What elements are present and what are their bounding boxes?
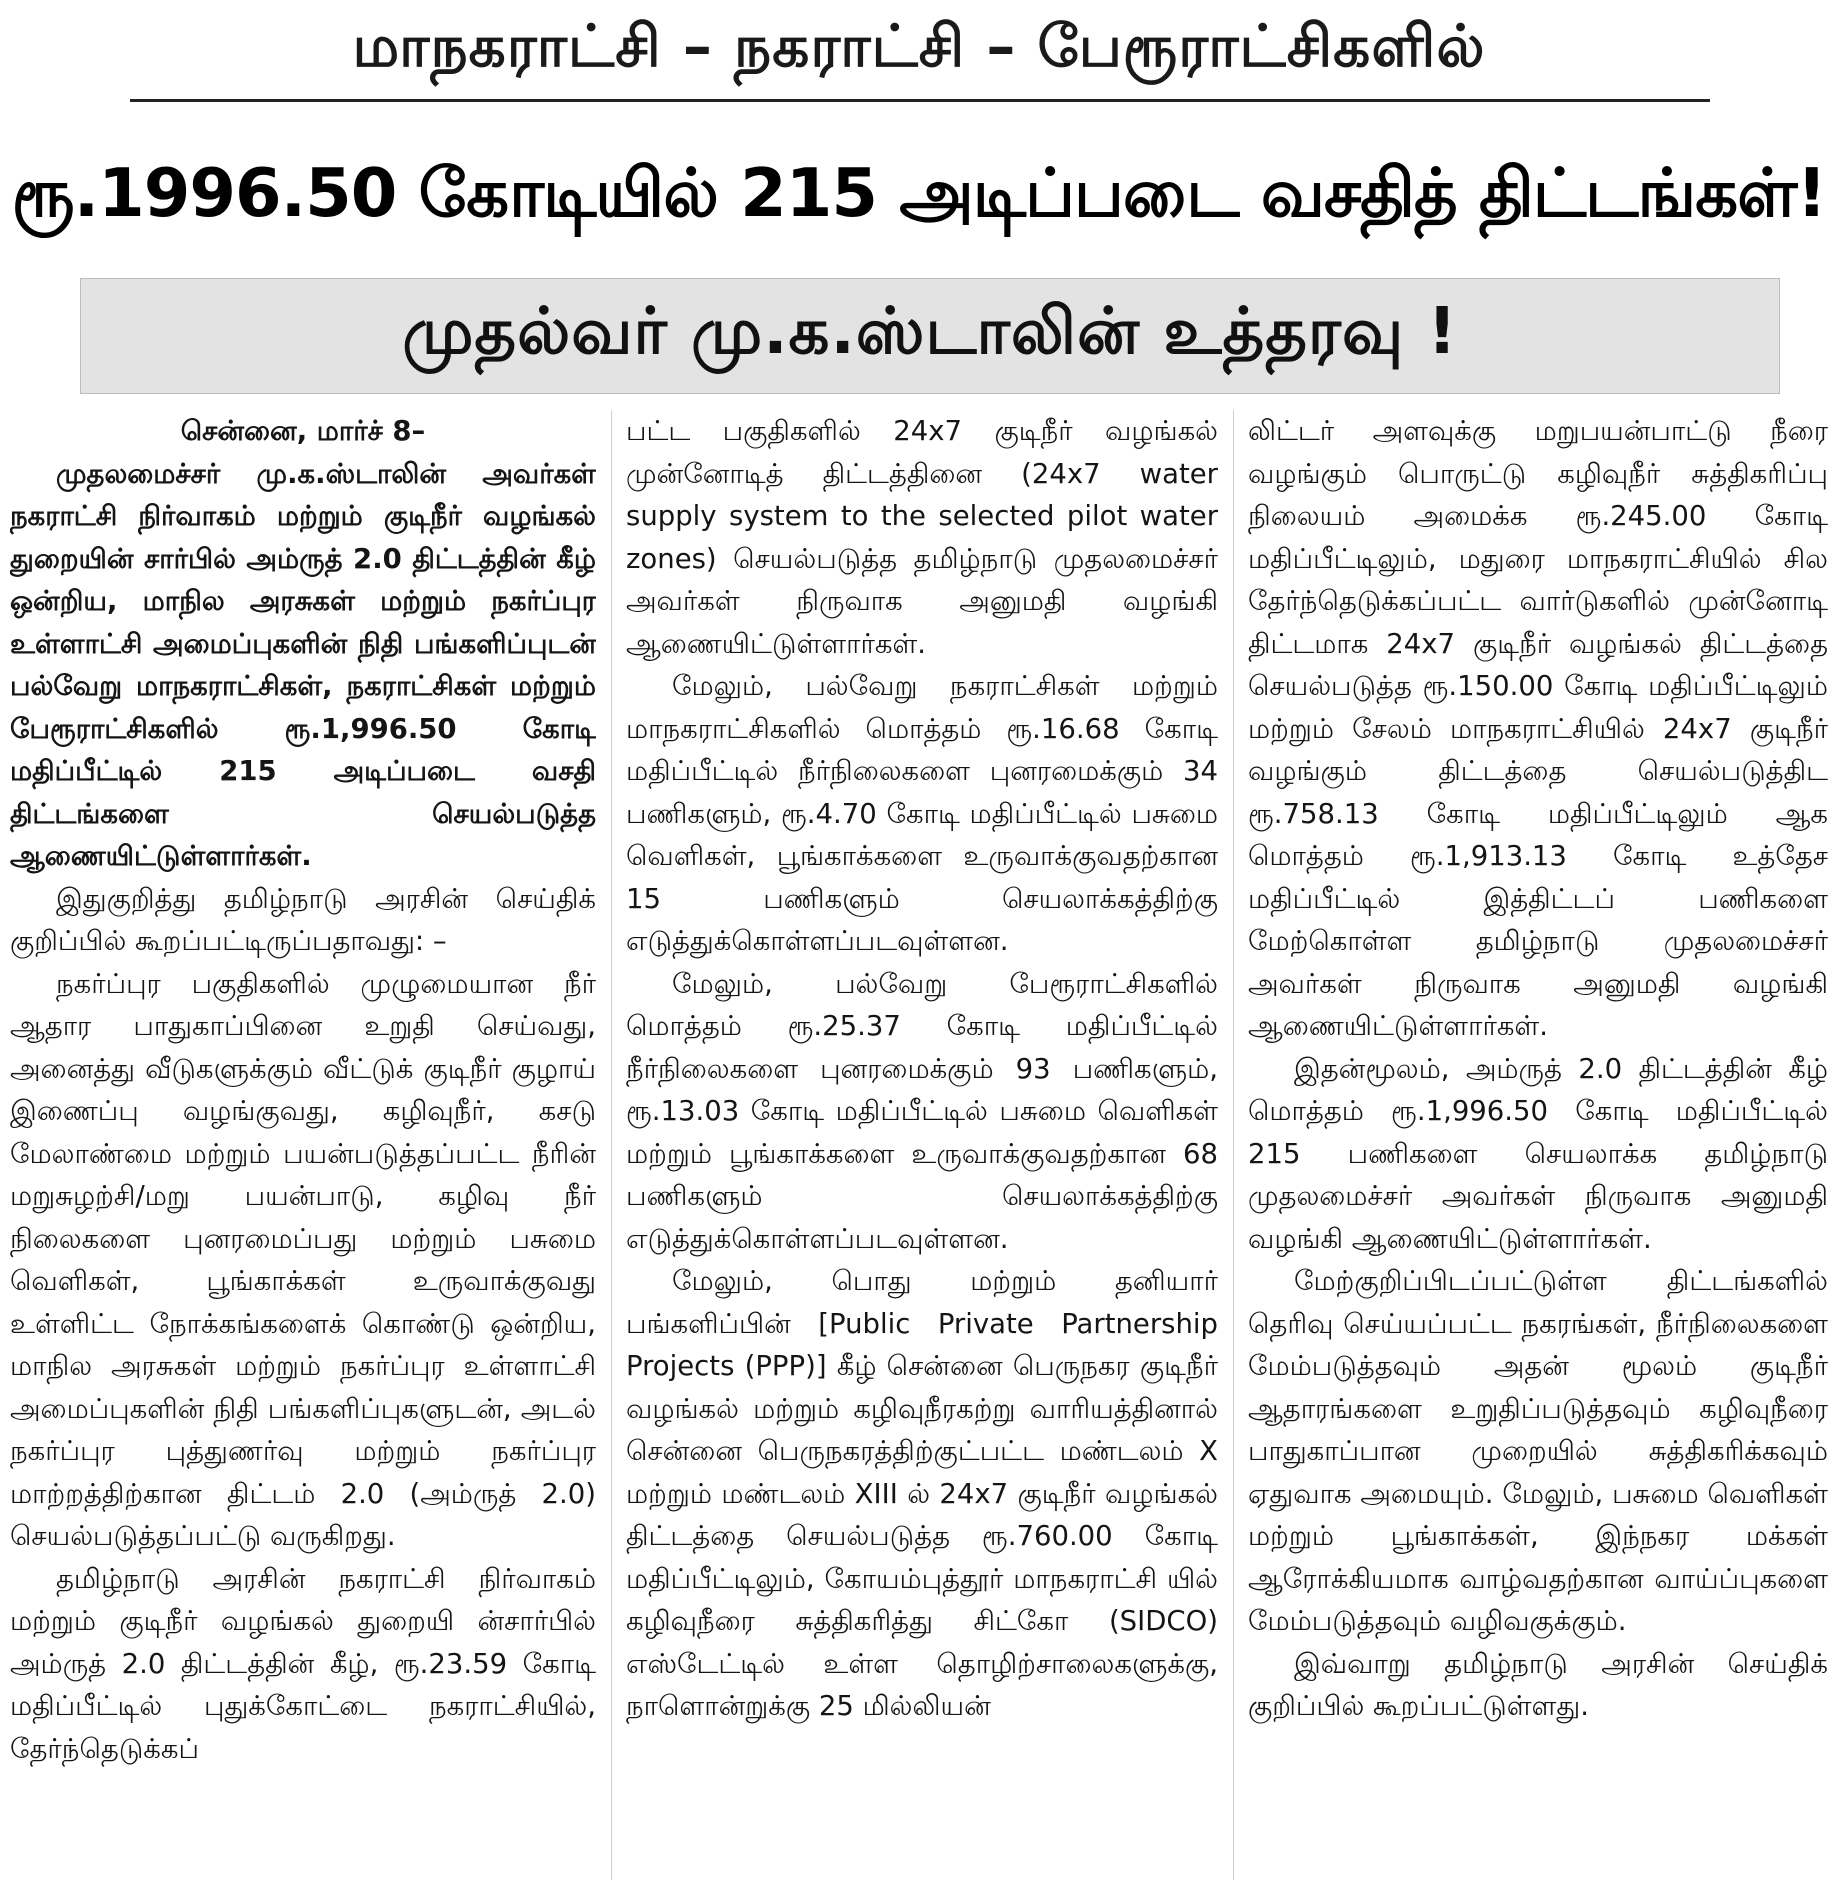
dateline: சென்னை, மார்ச் 8– (180, 415, 426, 447)
paragraph: முதலமைச்சர் மு.க.ஸ்டாலின் அவர்கள் நகராட்சி நிர்வாகம் மற்றும் குடிநீர் வழங்கல் துறையின் சார்பில் அம்ருத் 2.0 திட்டத்தின் கீழ் ஒன்றிய, மாநில அரசுகள் மற்றும் நகர்ப்புர உள்ளாட்சி அமைப்புகளின் நிதி பங்களிப்புடன் பல்வேறு மாநகராட்சிகள், நகராட்சிகள் மற்றும் பேரூராட்சிகளில் ரூ.1,996.50 கோடி மதிப்பீட்டில் 215 அடிப்படை வசதி திட்டங்களை செயல்படுத்த ஆணையிட்டுள்ளார்கள். (10, 457, 596, 872)
paragraph: இவ்வாறு தமிழ்நாடு அரசின் செய்திக் குறிப்பில் கூறப்பட்டுள்ளது. (1248, 1647, 1828, 1722)
paragraph: மேலும், பல்வேறு நகராட்சிகள் மற்றும் மாநகராட்சிகளில் மொத்தம் ரூ.16.68 கோடி மதிப்பீட்டில் நீர்நிலைகளை புனரமைக்கும் 34 பணிகளும், ரூ.4.70 கோடி மதிப்பீட்டில் பசுமை வெளிகள், பூங்காக்களை உருவாக்குவதற்கான 15 பணிகளும் செயலாக்கத்திற்கு எடுத்துக்கொள்ளப்படவுள்ளன. (626, 670, 1218, 957)
paragraph: மேலும், பொது மற்றும் தனியார் பங்களிப்பின் [Public Private Partnership Projects (PPP)] கீழ் சென்னை பெருநகர குடிநீர் வழங்கல் மற்றும் கழிவுநீரகற்று வாரியத்தினால் சென்னை பெருநகரத்திற்குட்பட்ட மண்டலம் X மற்றும் மண்டலம் XIII ல் 24x7 குடிநீர் வழங்கல் திட்டத்தை செயல்படுத்த ரூ.760.00 கோடி மதிப்பீட்டிலும், கோயம்புத்தூர் மாநகராட்சி யில் கழிவுநீரை சுத்திகரித்து சிட்கோ (SIDCO) எஸ்டேட்டில் உள்ள தொழிற்சாலைகளுக்கு, நாளொன்றுக்கு 25 மில்லியன் (626, 1265, 1218, 1722)
main-headline: ரூ.1996.50 கோடியில் 215 அடிப்படை வசதித் திட்டங்கள்! (11, 153, 1827, 232)
article-column-3 (1248, 410, 1828, 1880)
kicker-underline (130, 99, 1710, 102)
paragraph: தமிழ்நாடு அரசின் நகராட்சி நிர்வாகம் மற்றும் குடிநீர் வழங்கல் துறையி ன்சார்பில் அம்ருத் 2.0 திட்டத்தின் கீழ், ரூ.23.59 கோடி மதிப்பீட்டில் புதுக்கோட்டை நகராட்சியில், தேர்ந்தெடுக்கப் (10, 1562, 596, 1765)
column-divider (1233, 410, 1234, 1880)
column-divider (611, 410, 612, 1880)
paragraph: மேலும், பல்வேறு பேரூராட்சிகளில் மொத்தம் ரூ.25.37 கோடி மதிப்பீட்டில் நீர்நிலைகளை புனரமைக்கும் 93 பணிகளும், ரூ.13.03 கோடி மதிப்பீட்டில் பசுமை வெளிகள் மற்றும் பூங்காக்களை உருவாக்குவதற்கான 68 பணிகளும் செயலாக்கத்திற்கு எடுத்துக்கொள்ளப்படவுள்ளன. (626, 967, 1218, 1255)
paragraph: இதன்மூலம், அம்ருத் 2.0 திட்டத்தின் கீழ் மொத்தம் ரூ.1,996.50 கோடி மதிப்பீட்டில் 215 பணிகளை செயலாக்க தமிழ்நாடு முதலமைச்சர் அவர்கள் நிருவாக அனுமதி வழங்கி ஆணையிட்டுள்ளார்கள். (1248, 1052, 1828, 1255)
article-body (10, 410, 1828, 1880)
kicker-heading: மாநகராட்சி – நகராட்சி – பேரூராட்சிகளில் (352, 12, 1486, 80)
article-column-1 (10, 410, 596, 1880)
paragraph: பட்ட பகுதிகளில் 24x7 குடிநீர் வழங்கல் முன்னோடித் திட்டத்தினை (24x7 water supply system to the selected pilot water zones) செயல்படுத்த தமிழ்நாடு முதலமைச்சர் அவர்கள் நிருவாக அனுமதி வழங்கி ஆணையிட்டுள்ளார்கள். (626, 415, 1218, 660)
article-column-2 (626, 410, 1218, 1880)
paragraph: இதுகுறித்து தமிழ்நாடு அரசின் செய்திக் குறிப்பில் கூறப்பட்டிருப்பதாவது: – (10, 882, 596, 957)
subheadline-text: முதல்வர் மு.க.ஸ்டாலின் உத்தரவு ! (402, 295, 1458, 369)
paragraph: நகர்ப்புர பகுதிகளில் முழுமையான நீர் ஆதார பாதுகாப்பினை உறுதி செய்வது, அனைத்து வீடுகளுக்கும் வீட்டுக் குடிநீர் குழாய் இணைப்பு வழங்குவது, கழிவுநீர், கசடு மேலாண்மை மற்றும் பயன்படுத்தப்பட்ட நீரின் மறுசுழற்சி/மறு பயன்பாடு, கழிவு நீர் நிலைகளை புனரமைப்பது மற்றும் பசுமை வெளிகள், பூங்காக்கள் உருவாக்குவது உள்ளிட்ட நோக்கங்களைக் கொண்டு ஒன்றிய, மாநில அரசுகள் மற்றும் நகர்ப்புர உள்ளாட்சி அமைப்புகளின் நிதி பங்களிப்புகளுடன், அடல் நகர்ப்புர புத்துணர்வு மற்றும் நகர்ப்புர மாற்றத்திற்கான திட்டம் 2.0 (அம்ருத் 2.0) செயல்படுத்தப்பட்டு வருகிறது. (10, 967, 596, 1552)
subheadline-banner (80, 278, 1780, 394)
paragraph: மேற்குறிப்பிடப்பட்டுள்ள திட்டங்களில் தெரிவு செய்யப்பட்ட நகரங்கள், நீர்நிலைகளை மேம்படுத்தவும் அதன் மூலம் குடிநீர் ஆதாரங்களை உறுதிப்படுத்தவும் கழிவுநீரை பாதுகாப்பான முறையில் சுத்திகரிக்கவும் ஏதுவாக அமையும். மேலும், பசுமை வெளிகள் மற்றும் பூங்காக்கள், இந்நகர மக்கள் ஆரோக்கியமாக வாழ்வதற்கான வாய்ப்புகளை மேம்படுத்தவும் வழிவகுக்கும். (1248, 1265, 1828, 1637)
paragraph: லிட்டர் அளவுக்கு மறுபயன்பாட்டு நீரை வழங்கும் பொருட்டு கழிவுநீர் சுத்திகரிப்பு நிலையம் அமைக்க ரூ.245.00 கோடி மதிப்பீட்டிலும், மதுரை மாநகராட்சியில் சில தேர்ந்தெடுக்கப்பட்ட வார்டுகளில் முன்னோடி திட்டமாக 24x7 குடிநீர் வழங்கல் திட்டத்தை செயல்படுத்த ரூ.150.00 கோடி மதிப்பீட்டிலும் மற்றும் சேலம் மாநகராட்சியில் 24x7 குடிநீர் வழங்கும் திட்டத்தை செயல்படுத்திட ரூ.758.13 கோடி மதிப்பீட்டிலும் ஆக மொத்தம் ரூ.1,913.13 கோடி உத்தேச மதிப்பீட்டில் இத்திட்டப் பணிகளை மேற்கொள்ள தமிழ்நாடு முதலமைச்சர் அவர்கள் நிருவாக அனுமதி வழங்கி ஆணையிட்டுள்ளார்கள். (1248, 415, 1828, 1042)
